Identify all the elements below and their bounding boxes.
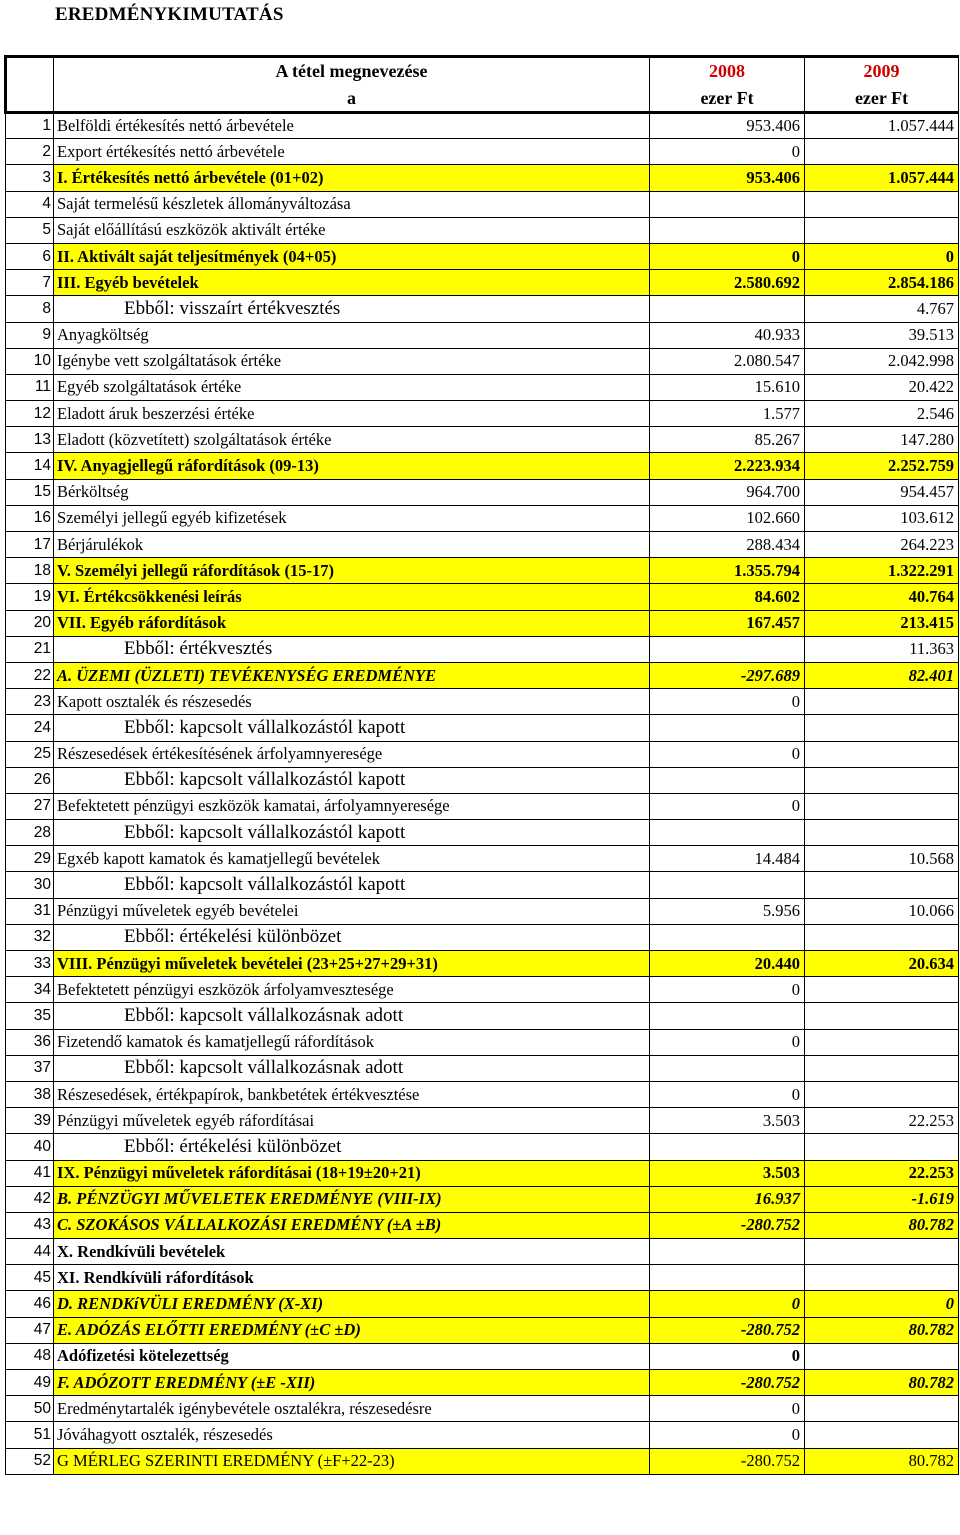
table-row [6,898,959,924]
row-label: II. Aktivált saját teljesítmények (04+05) [54,243,650,269]
row-number: 51 [6,1422,54,1448]
row-number: 50 [6,1396,54,1422]
row-number: 7 [6,270,54,296]
value-2009: 22.253 [805,1160,959,1186]
row-label: VI. Értékcsökkenési leírás [54,584,650,610]
row-label: Eredménytartalék igénybevétele osztalékra, részesedésre [54,1396,650,1422]
row-number: 11 [6,374,54,400]
value-2008 [650,1055,805,1081]
table-row [6,1422,959,1448]
value-2009 [805,715,959,741]
table-row [6,558,959,584]
value-2009: 40.764 [805,584,959,610]
table-row [6,505,959,531]
value-2008: 964.700 [650,479,805,505]
value-2009: 10.066 [805,898,959,924]
table-row [6,1134,959,1160]
row-label: F. ADÓZOTT EREDMÉNY (±E -XII) [54,1370,650,1396]
row-label: Eladott áruk beszerzési értéke [54,401,650,427]
header-year-2008: 2008 [650,57,805,85]
value-2008: -280.752 [650,1370,805,1396]
value-2008: 16.937 [650,1186,805,1212]
value-2009: 82.401 [805,662,959,688]
table-row [6,872,959,898]
row-number: 29 [6,846,54,872]
value-2008 [650,1239,805,1265]
table-row [6,296,959,322]
value-2008: 14.484 [650,846,805,872]
table-row [6,1317,959,1343]
value-2009 [805,1343,959,1369]
value-2008 [650,217,805,243]
row-number: 47 [6,1317,54,1343]
header-number-cell [6,85,54,113]
row-label: Ebből: kapcsolt vállalkozástól kapott [54,872,650,898]
table-row [6,1212,959,1238]
table-row [6,243,959,269]
row-label: Részesedések értékesítésének árfolyamnyeresége [54,741,650,767]
table-row [6,1370,959,1396]
table-row [6,951,959,977]
table-row [6,715,959,741]
value-2009: 213.415 [805,610,959,636]
row-label: C. SZOKÁSOS VÁLLALKOZÁSI EREDMÉNY (±A ±B) [54,1212,650,1238]
table-row [6,1239,959,1265]
row-number: 8 [6,296,54,322]
value-2009: 954.457 [805,479,959,505]
table-row [6,165,959,191]
value-2008: 0 [650,1396,805,1422]
header-number-cell [6,57,54,85]
value-2009: 2.042.998 [805,348,959,374]
row-number: 4 [6,191,54,217]
value-2009 [805,977,959,1003]
row-number: 32 [6,924,54,950]
value-2008: 0 [650,1029,805,1055]
value-2008 [650,820,805,846]
value-2008: -297.689 [650,662,805,688]
row-number: 18 [6,558,54,584]
row-label: Ebből: kapcsolt vállalkozástól kapott [54,715,650,741]
table-row [6,113,959,139]
value-2008: 953.406 [650,165,805,191]
row-label: IX. Pénzügyi műveletek ráfordításai (18+19±20+21) [54,1160,650,1186]
value-2009: 20.422 [805,374,959,400]
row-label: Ebből: kapcsolt vállalkozásnak adott [54,1003,650,1029]
value-2008: 0 [650,977,805,1003]
value-2008: 20.440 [650,951,805,977]
table-row [6,1081,959,1107]
value-2009: 0 [805,1291,959,1317]
value-2008 [650,1134,805,1160]
row-number: 16 [6,505,54,531]
value-2009 [805,1239,959,1265]
row-label: A. ÜZEMI (ÜZLETI) TEVÉKENYSÉG EREDMÉNYE [54,662,650,688]
value-2008: 0 [650,793,805,819]
value-2009 [805,1029,959,1055]
row-number: 41 [6,1160,54,1186]
header-year-2009: 2009 [805,57,959,85]
value-2008: 3.503 [650,1108,805,1134]
table-row [6,1448,959,1474]
value-2008: 953.406 [650,113,805,139]
value-2008: 0 [650,1422,805,1448]
table-row [6,322,959,348]
table-row [6,532,959,558]
row-label: Pénzügyi műveletek egyéb bevételei [54,898,650,924]
value-2008: -280.752 [650,1448,805,1474]
table-row [6,453,959,479]
value-2009: 10.568 [805,846,959,872]
row-label: Ebből: értékelési különbözet [54,924,650,950]
table-row [6,741,959,767]
table-row [6,401,959,427]
row-number: 13 [6,427,54,453]
value-2008: 5.956 [650,898,805,924]
value-2009: 39.513 [805,322,959,348]
row-label: Személyi jellegű egyéb kifizetések [54,505,650,531]
row-label: Eladott (közvetített) szolgáltatások értéke [54,427,650,453]
row-number: 1 [6,113,54,139]
row-number: 38 [6,1081,54,1107]
row-label: Bérköltség [54,479,650,505]
value-2009 [805,217,959,243]
value-2009: 80.782 [805,1212,959,1238]
value-2009 [805,1055,959,1081]
value-2008: 40.933 [650,322,805,348]
value-2009 [805,741,959,767]
header-unit-2009: ezer Ft [805,85,959,113]
table-row [6,1055,959,1081]
value-2008: 0 [650,689,805,715]
value-2008: 167.457 [650,610,805,636]
row-number: 46 [6,1291,54,1317]
value-2008: 288.434 [650,532,805,558]
value-2009 [805,1422,959,1448]
table-row [6,1003,959,1029]
row-number: 36 [6,1029,54,1055]
value-2008: 84.602 [650,584,805,610]
row-label: Saját előállítású eszközök aktivált értéke [54,217,650,243]
value-2008: 0 [650,1291,805,1317]
row-label: E. ADÓZÁS ELŐTTI EREDMÉNY (±C ±D) [54,1317,650,1343]
row-label: IV. Anyagjellegű ráfordítások (09-13) [54,453,650,479]
income-statement-table [4,55,959,1475]
row-label: X. Rendkívüli bevételek [54,1239,650,1265]
value-2008: 85.267 [650,427,805,453]
row-number: 43 [6,1212,54,1238]
row-number: 19 [6,584,54,610]
page-title: EREDMÉNYKIMUTATÁS [55,4,284,25]
table-row [6,1108,959,1134]
value-2008: 0 [650,1081,805,1107]
value-2009: 80.782 [805,1317,959,1343]
value-2008 [650,767,805,793]
row-label: Ebből: kapcsolt vállalkozástól kapott [54,767,650,793]
value-2008: 0 [650,1343,805,1369]
row-label: Kapott osztalék és részesedés [54,689,650,715]
value-2009: 11.363 [805,636,959,662]
value-2008: -280.752 [650,1317,805,1343]
value-2009: 2.546 [805,401,959,427]
table-row [6,924,959,950]
row-label: Jóváhagyott osztalék, részesedés [54,1422,650,1448]
row-label: Egyéb szolgáltatások értéke [54,374,650,400]
row-label: Bérjárulékok [54,532,650,558]
value-2009: -1.619 [805,1186,959,1212]
row-number: 23 [6,689,54,715]
value-2008: 2.080.547 [650,348,805,374]
table-row [6,584,959,610]
row-number: 33 [6,951,54,977]
value-2009 [805,1396,959,1422]
row-number: 10 [6,348,54,374]
row-label: Befektetett pénzügyi eszközök kamatai, árfolyamnyeresége [54,793,650,819]
row-number: 15 [6,479,54,505]
value-2008: 3.503 [650,1160,805,1186]
table-row [6,1343,959,1369]
row-label: Ebből: kapcsolt vállalkozásnak adott [54,1055,650,1081]
value-2008: 1.577 [650,401,805,427]
table-row [6,270,959,296]
value-2008: -280.752 [650,1212,805,1238]
row-number: 20 [6,610,54,636]
row-number: 52 [6,1448,54,1474]
value-2009 [805,1265,959,1291]
row-number: 27 [6,793,54,819]
value-2008 [650,296,805,322]
row-number: 37 [6,1055,54,1081]
row-number: 42 [6,1186,54,1212]
header-unit-2008: ezer Ft [650,85,805,113]
table-row [6,217,959,243]
row-label: I. Értékesítés nettó árbevétele (01+02) [54,165,650,191]
table-row [6,1160,959,1186]
value-2008: 0 [650,243,805,269]
row-number: 34 [6,977,54,1003]
value-2009 [805,872,959,898]
value-2009: 22.253 [805,1108,959,1134]
value-2008 [650,191,805,217]
row-label: G MÉRLEG SZERINTI EREDMÉNY (±F+22-23) [54,1448,650,1474]
value-2008 [650,872,805,898]
value-2008 [650,1003,805,1029]
value-2009 [805,1003,959,1029]
table-row [6,636,959,662]
value-2009: 1.057.444 [805,113,959,139]
value-2008: 0 [650,139,805,165]
row-number: 40 [6,1134,54,1160]
row-number: 24 [6,715,54,741]
value-2009 [805,820,959,846]
value-2009: 264.223 [805,532,959,558]
row-label: Belföldi értékesítés nettó árbevétele [54,113,650,139]
value-2008 [650,715,805,741]
row-number: 5 [6,217,54,243]
row-number: 31 [6,898,54,924]
header-row-2 [6,85,959,113]
row-label: XI. Rendkívüli ráfordítások [54,1265,650,1291]
row-number: 2 [6,139,54,165]
table-row [6,610,959,636]
table-row [6,793,959,819]
row-number: 22 [6,662,54,688]
row-number: 3 [6,165,54,191]
table-row [6,348,959,374]
value-2009 [805,793,959,819]
row-label: D. RENDKíVÜLI EREDMÉNY (X-XI) [54,1291,650,1317]
table-row [6,1265,959,1291]
row-label: B. PÉNZÜGYI MŰVELETEK EREDMÉNYE (VIII-IX) [54,1186,650,1212]
value-2009: 20.634 [805,951,959,977]
row-label: Export értékesítés nettó árbevétele [54,139,650,165]
row-label: III. Egyéb bevételek [54,270,650,296]
row-number: 44 [6,1239,54,1265]
row-number: 49 [6,1370,54,1396]
row-label: VIII. Pénzügyi műveletek bevételei (23+25+27+29+31) [54,951,650,977]
value-2009: 1.322.291 [805,558,959,584]
row-number: 9 [6,322,54,348]
row-number: 21 [6,636,54,662]
value-2008: 102.660 [650,505,805,531]
row-number: 26 [6,767,54,793]
table-row [6,1396,959,1422]
header-name-sub: a [54,85,650,113]
row-number: 39 [6,1108,54,1134]
value-2009: 4.767 [805,296,959,322]
value-2008: 2.580.692 [650,270,805,296]
row-number: 12 [6,401,54,427]
table-row [6,1291,959,1317]
value-2008: 1.355.794 [650,558,805,584]
value-2008: 2.223.934 [650,453,805,479]
row-label: Részesedések, értékpapírok, bankbetétek értékvesztése [54,1081,650,1107]
header-row-1 [6,57,959,85]
value-2009: 80.782 [805,1448,959,1474]
table-row [6,479,959,505]
value-2009 [805,924,959,950]
table-row [6,977,959,1003]
value-2008: 15.610 [650,374,805,400]
row-label: Saját termelésű készletek állományváltozása [54,191,650,217]
value-2008 [650,1265,805,1291]
row-label: V. Személyi jellegű ráfordítások (15-17) [54,558,650,584]
value-2009 [805,767,959,793]
table-row [6,427,959,453]
row-label: Pénzügyi műveletek egyéb ráfordításai [54,1108,650,1134]
row-label: VII. Egyéb ráfordítások [54,610,650,636]
value-2009: 2.854.186 [805,270,959,296]
row-number: 6 [6,243,54,269]
row-label: Ebből: értékelési különbözet [54,1134,650,1160]
row-label: Egxéb kapott kamatok és kamatjellegű bevételek [54,846,650,872]
value-2009: 80.782 [805,1370,959,1396]
row-number: 35 [6,1003,54,1029]
table-row [6,689,959,715]
table-row [6,139,959,165]
header-name-label: A tétel megnevezése [54,57,650,85]
row-label: Ebből: kapcsolt vállalkozástól kapott [54,820,650,846]
row-label: Adófizetési kötelezettség [54,1343,650,1369]
value-2008 [650,924,805,950]
value-2009: 0 [805,243,959,269]
value-2008 [650,636,805,662]
table-row [6,767,959,793]
row-number: 30 [6,872,54,898]
table-row [6,820,959,846]
table-row [6,1186,959,1212]
table-row [6,662,959,688]
value-2009 [805,1134,959,1160]
row-number: 14 [6,453,54,479]
row-number: 48 [6,1343,54,1369]
row-label: Ebből: visszaírt értékvesztés [54,296,650,322]
value-2009 [805,191,959,217]
row-label: Ebből: értékvesztés [54,636,650,662]
value-2009 [805,139,959,165]
row-number: 17 [6,532,54,558]
row-label: Anyagköltség [54,322,650,348]
value-2009: 103.612 [805,505,959,531]
value-2008: 0 [650,741,805,767]
value-2009 [805,1081,959,1107]
row-label: Fizetendő kamatok és kamatjellegű ráfordítások [54,1029,650,1055]
row-number: 28 [6,820,54,846]
table-row [6,374,959,400]
value-2009: 2.252.759 [805,453,959,479]
row-label: Befektetett pénzügyi eszközök árfolyamvesztesége [54,977,650,1003]
row-number: 45 [6,1265,54,1291]
row-label: Igénybe vett szolgáltatások értéke [54,348,650,374]
row-number: 25 [6,741,54,767]
value-2009 [805,689,959,715]
table-row [6,846,959,872]
value-2009: 1.057.444 [805,165,959,191]
value-2009: 147.280 [805,427,959,453]
table-row [6,1029,959,1055]
table-row [6,191,959,217]
